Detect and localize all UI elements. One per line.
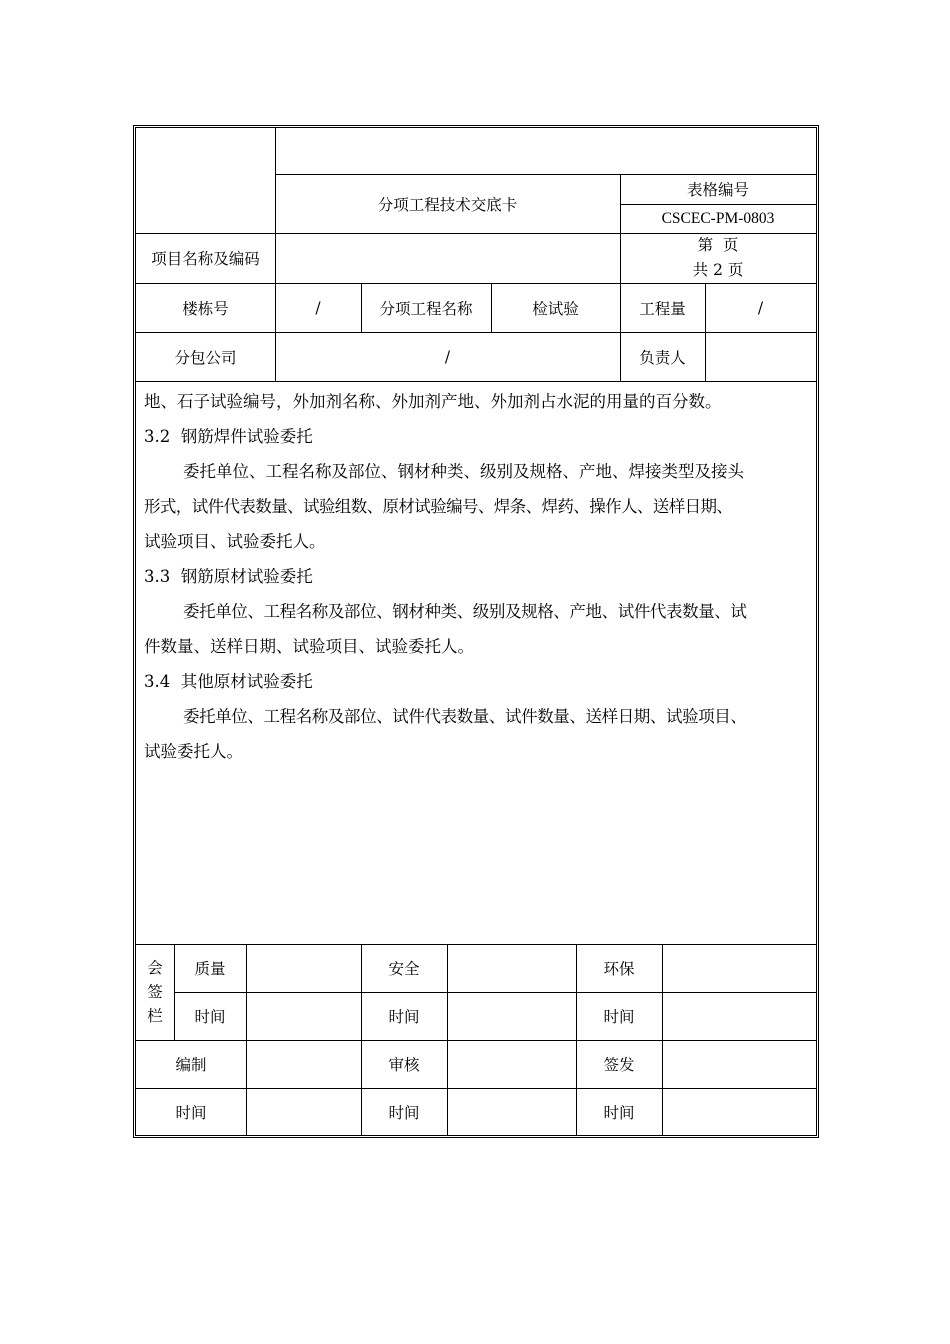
prepared-by-field[interactable]: [246, 1040, 361, 1088]
reviewed-by-label: 审核: [388, 1056, 420, 1074]
environment-time-field[interactable]: [662, 992, 816, 1040]
reviewed-time-label: 时间: [388, 1103, 420, 1122]
content-line: 委托单位、工程名称及部位、试件代表数量、试件数量、送样日期、试验项目、: [183, 707, 747, 726]
prepared-time-field[interactable]: [246, 1088, 361, 1135]
content-heading: 3.4 其他原材试验委托: [144, 672, 313, 691]
total-pages: 共 2 页: [692, 261, 744, 279]
form-number: CSCEC-PM-0803: [661, 209, 775, 227]
environment-time-label: 时间: [603, 1008, 635, 1026]
content-heading: 3.3 钢筋原材试验委托: [144, 567, 313, 586]
form-number-label: 表格编号: [686, 181, 749, 199]
countersign-column: [136, 944, 174, 1040]
quality-time-label: 时间: [194, 1008, 226, 1026]
safety-sign-field[interactable]: [447, 944, 576, 992]
disclosure-content: [144, 384, 808, 769]
page-number-label: 第 页: [697, 236, 739, 254]
environment-sign-field[interactable]: [662, 944, 816, 992]
content-heading: 3.2 钢筋焊件试验委托: [144, 427, 313, 446]
countersign-char: 会: [147, 959, 163, 977]
issued-time-label: 时间: [603, 1103, 635, 1122]
subcontractor-value[interactable]: /: [444, 347, 451, 366]
issued-time-field[interactable]: [662, 1088, 816, 1135]
disclosure-card-form: [133, 125, 819, 1138]
project-name-label: 项目名称及编码: [151, 250, 260, 268]
prepared-time-label: 时间: [175, 1103, 207, 1122]
building-value[interactable]: /: [315, 298, 321, 317]
project-name-value[interactable]: [275, 233, 620, 283]
page-counter: [620, 233, 816, 283]
content-line: 形式，试件代表数量、试验组数、原材试验编号、焊条、焊药、操作人、送样日期、: [144, 497, 733, 516]
quality-label: 质量: [194, 960, 226, 978]
safety-label: 安全: [388, 960, 420, 978]
quantity-value[interactable]: /: [757, 298, 764, 317]
content-line: 件数量、送样日期、试验项目、试验委托人。: [144, 637, 474, 656]
building-label: 楼栋号: [182, 299, 229, 318]
person-in-charge-label: 负责人: [639, 348, 686, 367]
issued-by-label: 签发: [603, 1056, 635, 1074]
quality-time-field[interactable]: [246, 992, 361, 1040]
prepared-by-label: 编制: [175, 1056, 207, 1074]
content-line: 试验项目、试验委托人。: [144, 532, 326, 551]
subcontractor-label: 分包公司: [174, 348, 237, 367]
form-title: 分项工程技术交底卡: [377, 195, 518, 214]
safety-time-label: 时间: [388, 1008, 420, 1026]
countersign-char: 栏: [147, 1007, 163, 1025]
sub-item-value[interactable]: 检试验: [532, 299, 579, 318]
content-line: 委托单位、工程名称及部位、钢材种类、级别及规格、产地、焊接类型及接头: [183, 462, 744, 481]
person-in-charge-value[interactable]: [705, 332, 816, 381]
quantity-label: 工程量: [639, 299, 686, 318]
content-line: 试验委托人。: [144, 742, 243, 761]
countersign-char: 签: [147, 983, 163, 1001]
issued-by-field[interactable]: [662, 1040, 816, 1088]
reviewed-by-field[interactable]: [447, 1040, 576, 1088]
quality-sign-field[interactable]: [246, 944, 361, 992]
sub-item-label: 分项工程名称: [379, 299, 473, 318]
safety-time-field[interactable]: [447, 992, 576, 1040]
content-line: 委托单位、工程名称及部位、钢材种类、级别及规格、产地、试件代表数量、试: [183, 602, 747, 621]
reviewed-time-field[interactable]: [447, 1088, 576, 1135]
content-line: 地、石子试验编号，外加剂名称、外加剂产地、外加剂占水泥的用量的百分数。: [144, 392, 722, 411]
environment-label: 环保: [603, 960, 635, 978]
